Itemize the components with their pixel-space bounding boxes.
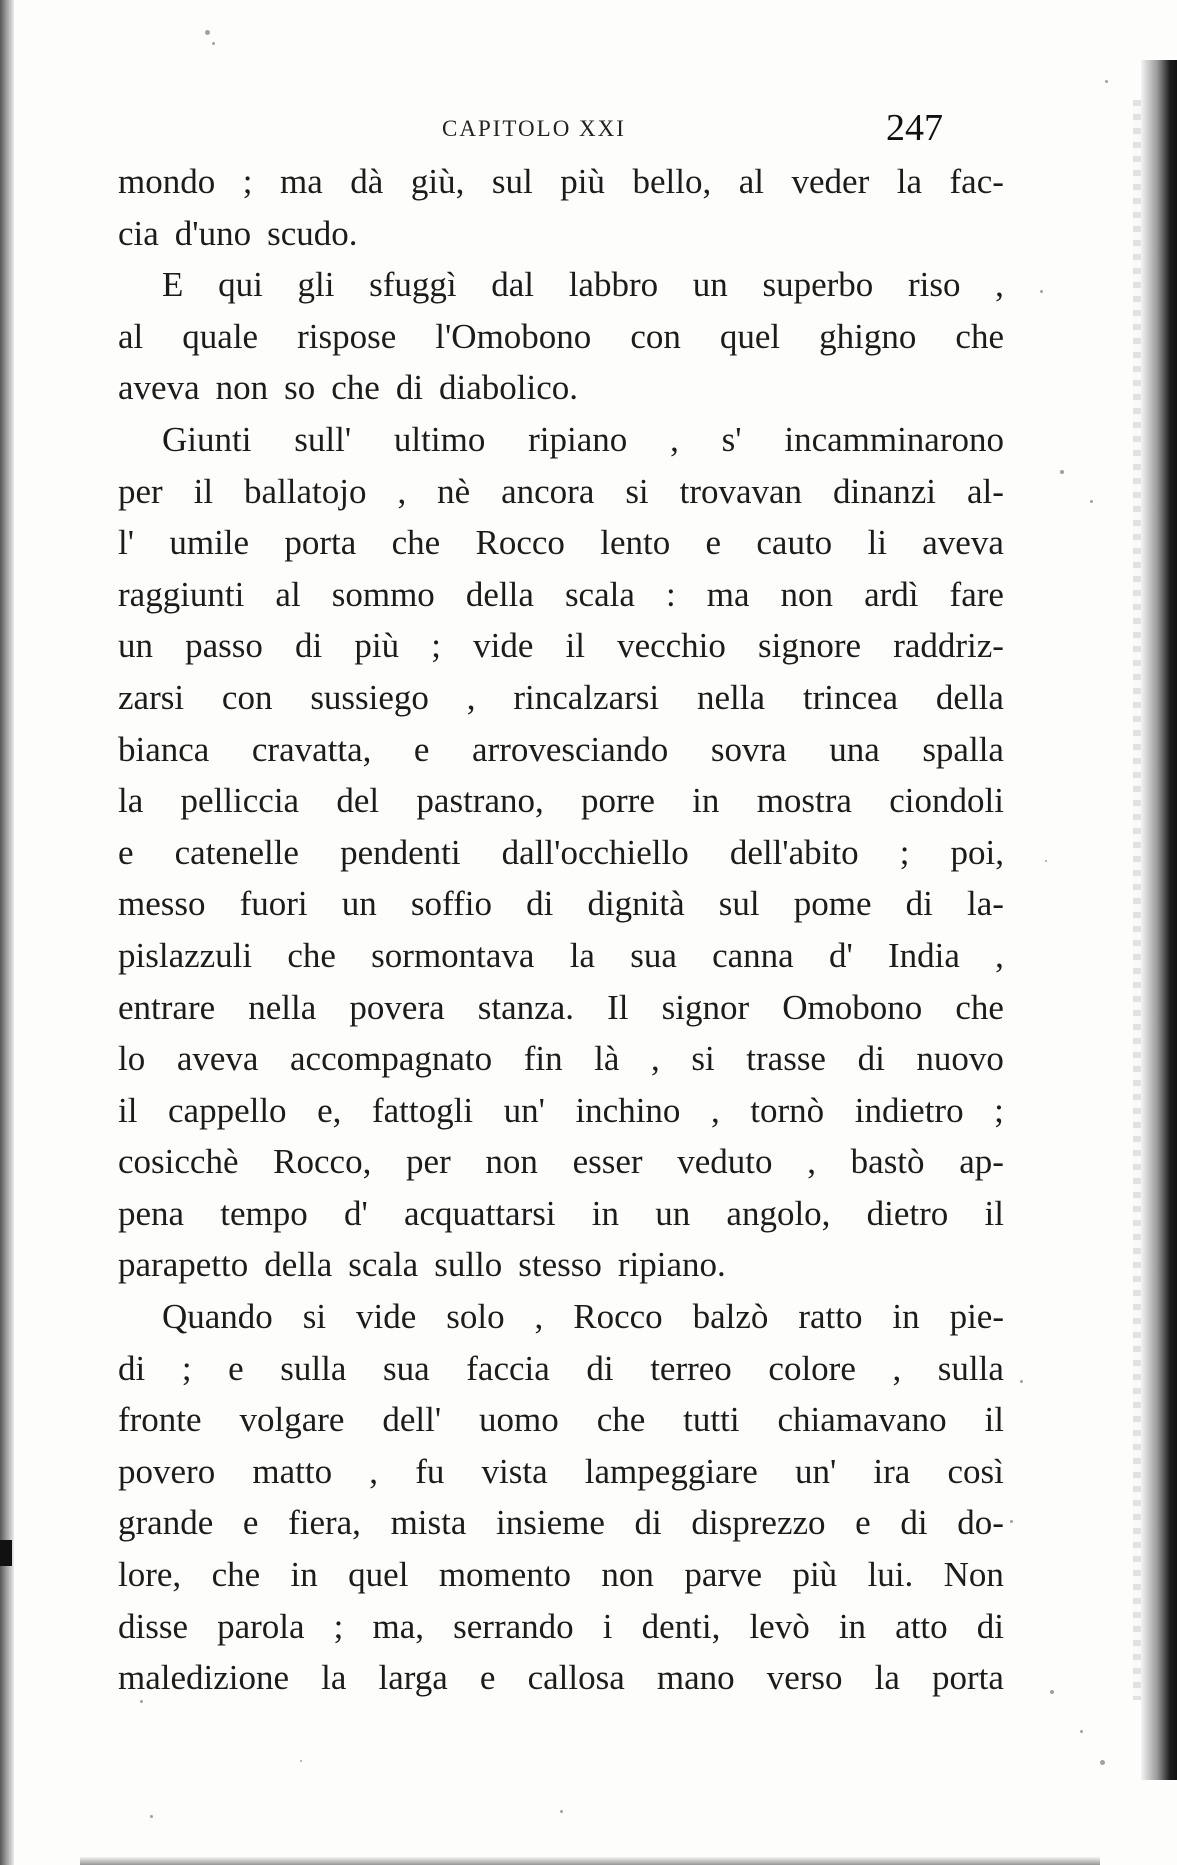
scan-speck [212,42,215,45]
page-left-edge [0,0,14,1865]
scan-speck [1020,1380,1023,1383]
body-text [118,156,1004,1704]
text-line: il cappello e, fattogli un' inchino , tornò indietro ; [118,1090,1004,1130]
page-bottom-edge [80,1857,1100,1865]
text-line: maledizione la larga e callosa mano verso la porta [118,1658,1004,1698]
text-line: lore, che in quel momento non parve più lui. Non [118,1555,1004,1595]
text-line: per il ballatojo , nè ancora si trovavan dinanzi al- [118,471,1004,511]
text-line: un passo di più ; vide il vecchio signore raddriz- [118,626,1004,666]
scan-speck [150,1815,153,1818]
page-header [120,107,1000,152]
text-line: al quale rispose l'Omobono con quel ghigno che [118,316,1004,356]
scan-speck [1060,470,1064,474]
scan-speck [205,30,210,35]
scan-speck [1100,1760,1105,1765]
page-right-edge [1141,60,1177,1780]
margin-mark [0,1540,12,1566]
text-line: aveva non so che di diabolico. [118,368,579,408]
text-line: mondo ; ma dà giù, sul più bello, al veder la fac- [118,162,1004,201]
page-right-shadow [1133,100,1141,1700]
scan-speck [140,1700,143,1703]
text-line: disse parola ; ma, serrando i denti, levò in atto di [118,1606,1004,1646]
text-line: raggiunti al sommo della scala : ma non ardì fare [118,574,1004,614]
scan-speck [300,1760,302,1762]
scan-speck [1080,1730,1083,1733]
scan-speck [560,1810,563,1813]
text-line: grande e fiera, mista insieme di disprezzo e di do- [118,1503,1004,1543]
text-line: pena tempo d' acquattarsi in un angolo, dietro il [118,1193,1004,1233]
page-number: 247 [886,107,943,149]
running-head: CAPITOLO XXI [442,116,626,141]
scan-speck [1050,1690,1054,1694]
text-line: cia d'uno scudo. [118,213,358,253]
text-line: pislazzuli che sormontava la sua canna d' India , [118,935,1004,975]
text-line: cosicchè Rocco, per non esser veduto , bastò ap- [118,1142,1004,1182]
scan-speck [1045,860,1047,862]
scan-speck [1040,290,1043,293]
text-line: entrare nella povera stanza. Il signor Omobono che [118,987,1004,1027]
text-line: lo aveva accompagnato fin là , si trasse di nuovo [118,1039,1004,1079]
text-line: bianca cravatta, e arrovesciando sovra una spalla [118,729,1004,769]
scan-speck [1010,1520,1013,1523]
text-line: E qui gli sfuggì dal labbro un superbo riso , [162,265,1004,305]
text-line: Quando si vide solo , Rocco balzò ratto in pie- [162,1297,1004,1337]
text-line: e catenelle pendenti dall'occhiello dell'abito ; poi, [118,832,1004,872]
text-line: l' umile porta che Rocco lento e cauto li aveva [118,523,1004,563]
text-line: messo fuori un soffio di dignità sul pome di la- [118,884,1004,924]
scan-speck [1090,500,1093,503]
text-line: zarsi con sussiego , rincalzarsi nella trincea della [118,677,1004,717]
text-line: Giunti sull' ultimo ripiano , s' incamminarono [162,419,1004,459]
scan-speck [1105,80,1108,83]
text-line: povero matto , fu vista lampeggiare un' ira così [118,1451,1004,1491]
text-line: parapetto della scala sullo stesso ripiano. [118,1245,726,1285]
text-line: la pelliccia del pastrano, porre in mostra ciondoli [118,781,1004,821]
text-line: di ; e sulla sua faccia di terreo colore , sulla [118,1348,1004,1388]
text-line: fronte volgare dell' uomo che tutti chiamavano il [118,1400,1004,1440]
